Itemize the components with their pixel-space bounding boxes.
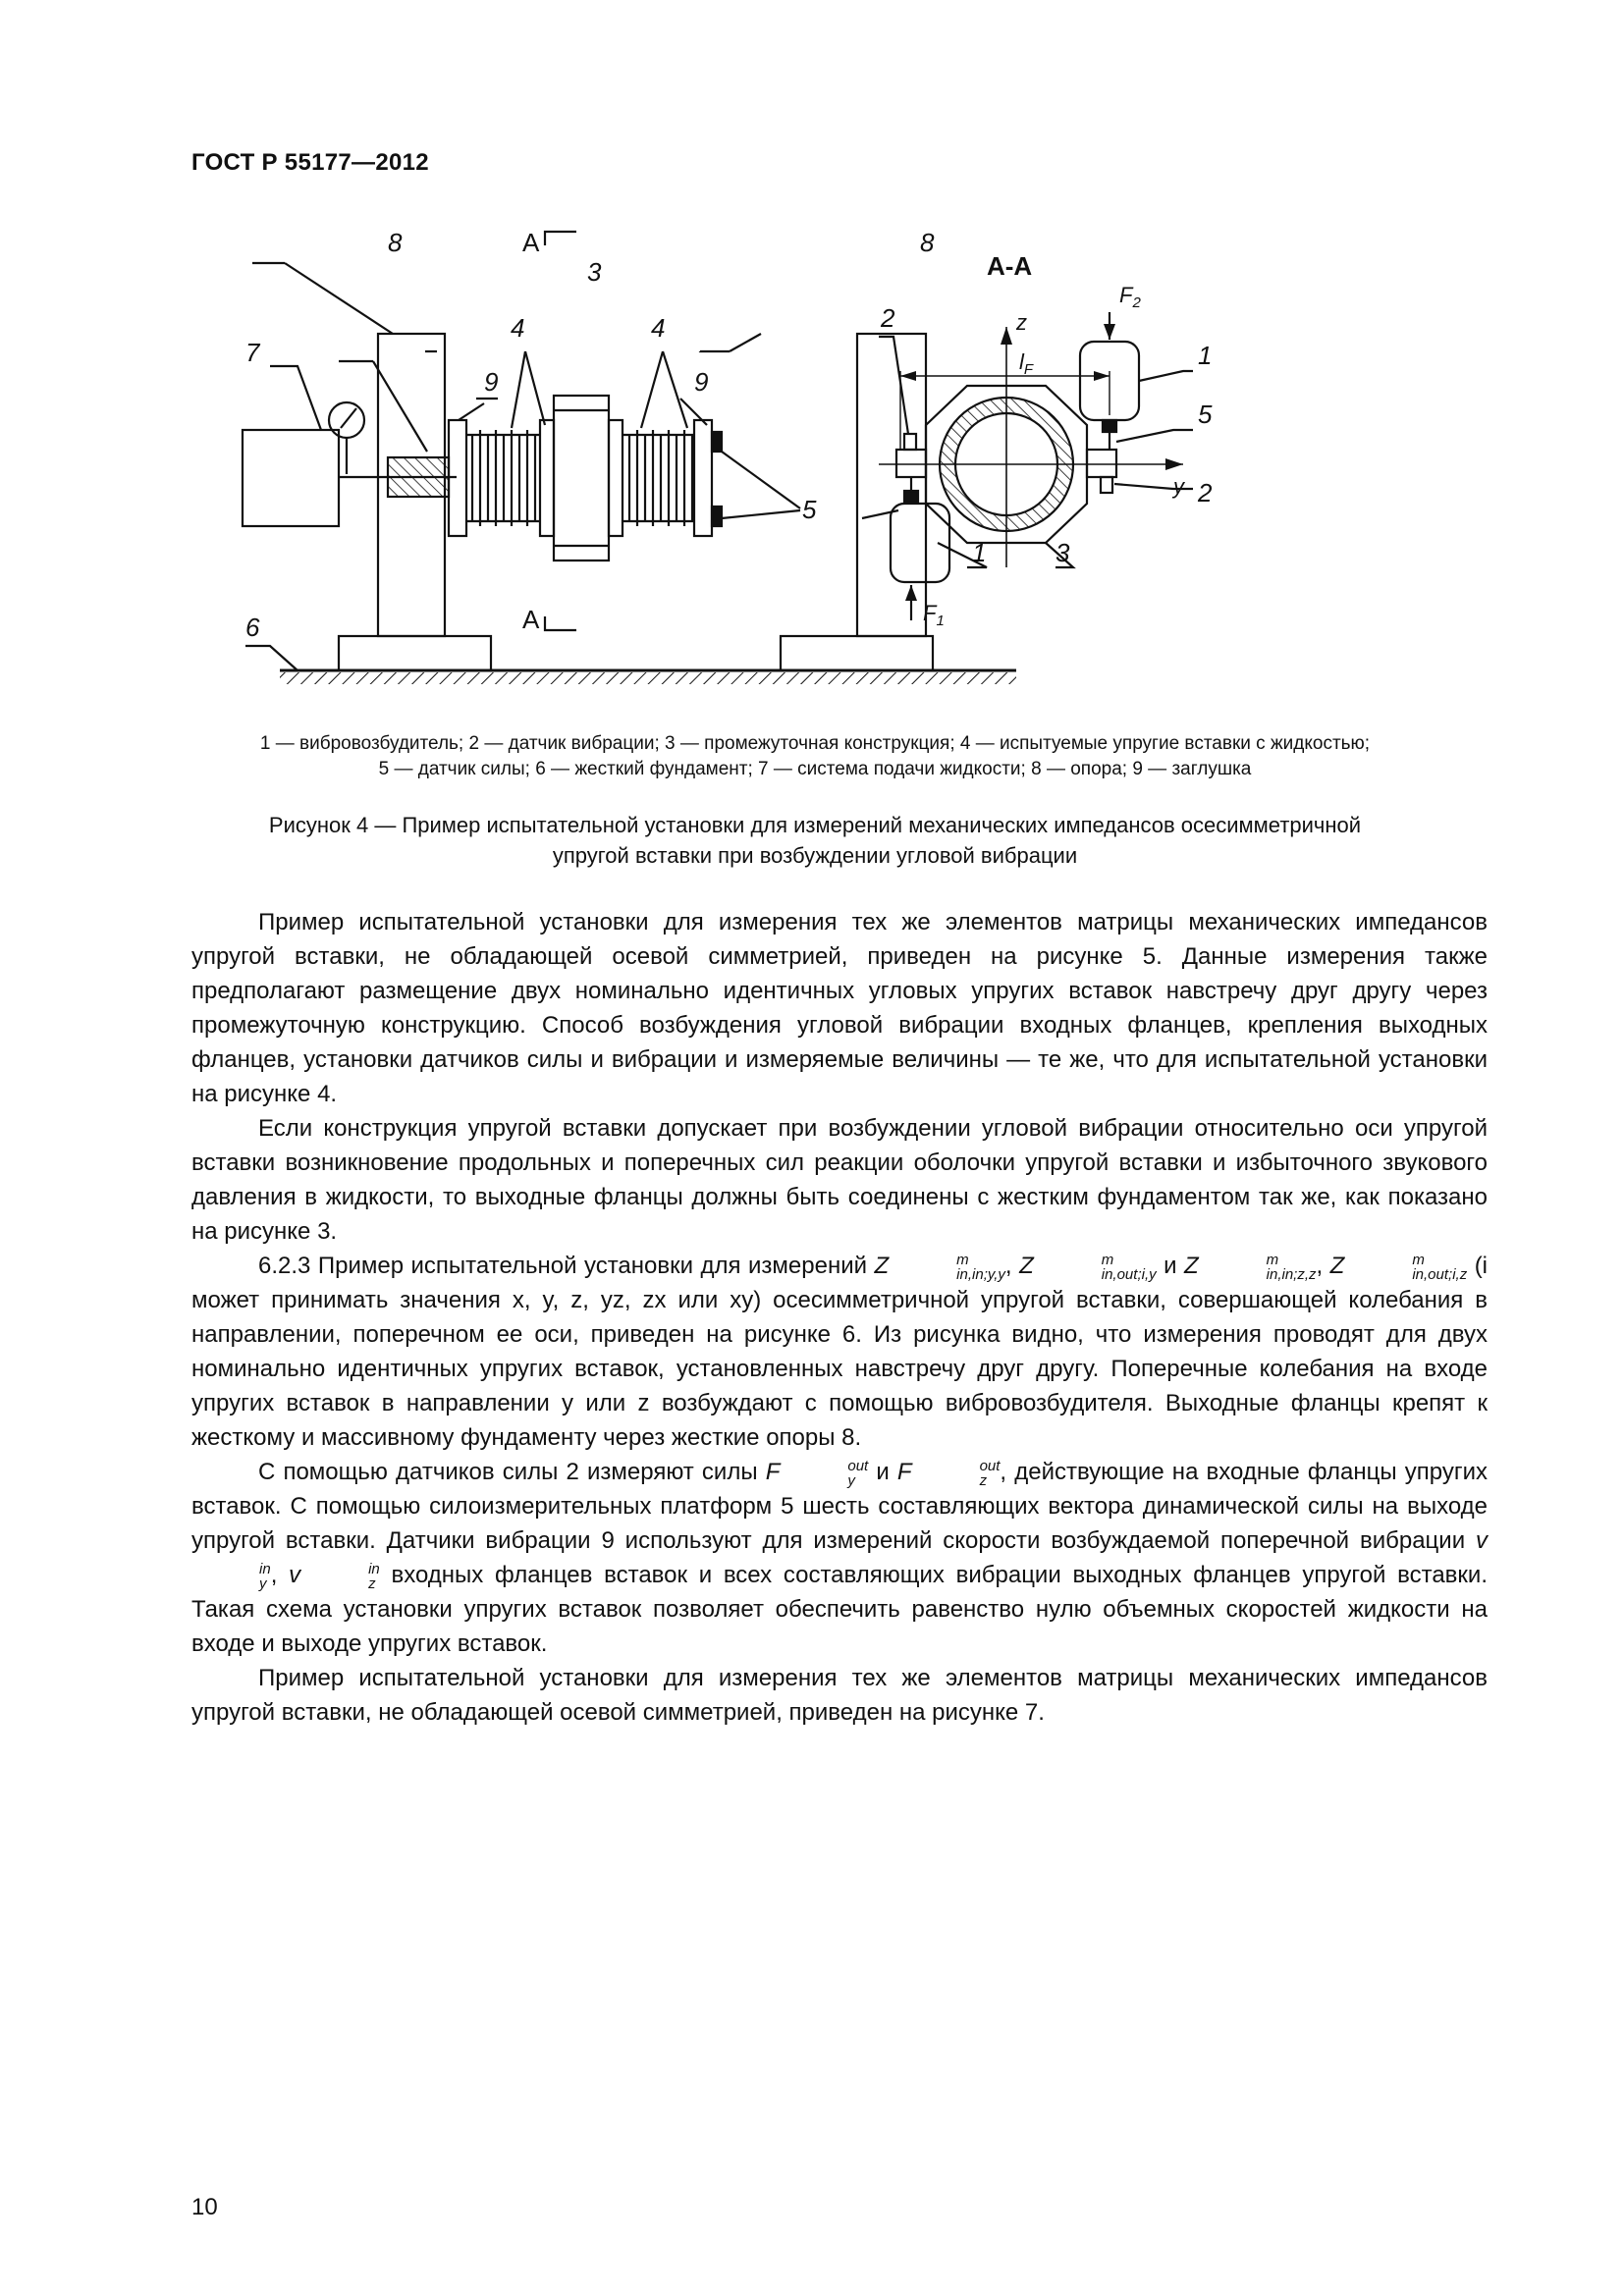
document-header: ГОСТ Р 55177—2012 [191,149,429,176]
lf-label: $l_F$ [1019,349,1034,378]
paragraph-1: Пример испытательной установки для измерения тех же элементов матрицы механических импедансов упругой вставки, не обладающей осевой симметрией, приведен на рисунке 5. Данные измерения также предполагают размещение двух номинально идентичных угловых упругих вставок навстречу друг другу через промежуточную конструкцию. Способ возбуждения угловой вибрации входных фланцев, крепления выходных фланцев, установки датчиков силы и вибрации и измеряемые величины — те же, что для испытательной установки на рисунке 4. [191,909,1488,1107]
paragraph-4: С помощью датчиков силы 2 измеряют силы F out y и F out z , действующие на входные фланцы упругих вставок. С помощью силоизмерительных платформ 5 шесть составляющих вектора динамической силы на выходе упругой вставки. Датчики вибрации 9 используют для измерений скорости возбуждаемой поперечной вибрации v in y , v in z входных фланцев вставок и всех составляющих вибрации выходных фланцев упругой вставки. Такая схема установки упругих вставок позволяет обеспечить равенство нулю объемных скоростей жидкости на входе и выходе упругих вставок. [191,1457,1488,1657]
label-8-left: 8 [388,228,403,257]
figure-caption [177,810,1453,871]
page-number: 10 [191,2194,218,2220]
label-1-top: 1 [1198,341,1213,370]
figure-4-diagram [191,224,1468,695]
force-f1: $F_1$ [923,601,945,629]
caption-line-1: Рисунок 4 — Пример испытательной установки для измерений механических импедансов осесимметричной [268,813,1362,837]
axis-z: z [1016,310,1027,335]
label-8-right: 8 [920,228,935,257]
label-3-right: 3 [1056,538,1070,567]
label-4-left: 4 [511,313,525,343]
label-6: 6 [245,613,260,642]
label-2-right: 2 [1198,478,1213,507]
body-text [191,905,1488,1730]
label-3: 3 [587,257,602,287]
paragraph-5: Пример испытательной установки для измерения тех же элементов матрицы механических импедансов упругой вставки, не обладающей осевой симметрией, приведен на рисунке 7. [191,1665,1488,1726]
label-9-right: 9 [694,367,709,397]
axis-y: y [1173,474,1184,499]
legend-line-1: 1 — вибровозбудитель; 2 — датчик вибрации; 3 — промежуточная конструкция; 4 — испытуемые упругие вставки с жидкостью; [259,733,1371,754]
paragraph-2: Если конструкция упругой вставки допускает при возбуждении угловой вибрации относительно оси упругой вставки возникновение продольных и поперечных сил реакции оболочки упругой вставки и избыточного звукового давления в жидкости, то выходные фланцы должны быть соединены с жестким фундаментом так же, как показано на рисунке 3. [191,1115,1488,1245]
section-title: А-А [987,251,1033,281]
label-2-top: 2 [881,303,895,333]
label-5-left: 5 [802,495,817,524]
label-5-right: 5 [1198,400,1213,429]
section-mark-bottom: А [522,605,540,634]
label-7: 7 [245,338,260,367]
paragraph-3: 6.2.3 Пример испытательной установки для измерений Z m in,in;y,y , Z m in,out;i,y и Z m in,in;z,z , Z m in,out;i,z (i может принимать значения x, y, z, yz, zx или xy) осесимметричной упругой вставки, совершающей колебания в направлении, поперечном ее оси, приведен на рисунке 6. Из рисунка видно, что измерения проводят для двух номинально идентичных упругих вставок, установленных навстречу друг другу. Поперечные колебания на входе упругих вставок в направлении y или z возбуждают с помощью вибровозбудителя. Выходные фланцы крепят к жесткому и массивному фундаменту через жесткие опоры 8. [191,1251,1489,1451]
legend-line-2: 5 — датчик силы; 6 — жесткий фундамент; 7 — система подачи жидкости; 8 — опора; 9 — заглушка [378,759,1252,779]
section-mark-top: А [522,228,540,257]
label-1-bottom: 1 [972,538,987,567]
label-9-left: 9 [484,367,499,397]
figure-legend [157,731,1473,782]
label-4-right: 4 [651,313,666,343]
force-f2: $F_2$ [1119,283,1141,311]
caption-line-2: упругой вставки при возбуждении угловой вибрации [552,843,1078,868]
